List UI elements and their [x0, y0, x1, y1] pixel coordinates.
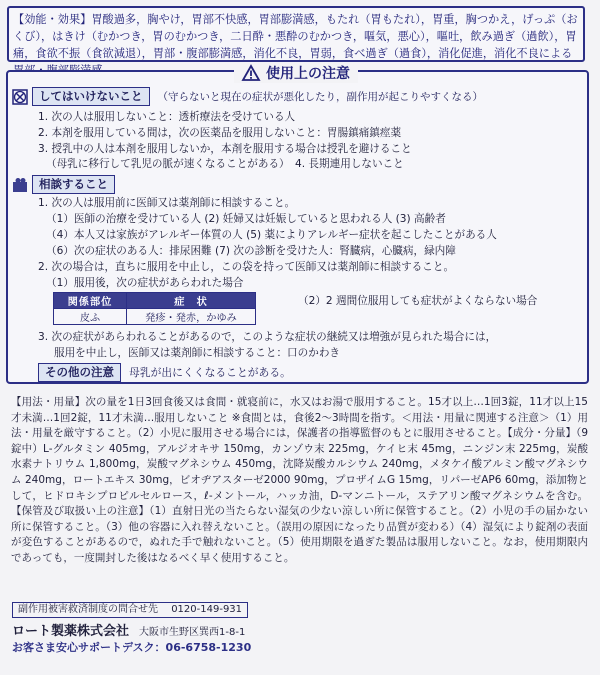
other-section-header	[38, 363, 291, 382]
table-cell: 発疹・発赤，かゆみ	[127, 309, 256, 325]
relief-label: 副作用被害救済制度の問合せ先	[18, 604, 158, 615]
manufacturer	[12, 620, 245, 639]
dont-line: 2. 本剤を服用している間は，次の医薬品を服用しないこと：胃腸鎮痛鎮痙薬	[38, 127, 402, 139]
maker-address: 大阪市生野区巽西1-8-1	[139, 627, 246, 638]
usage-and-ingredients	[11, 395, 588, 567]
precautions-title	[234, 63, 358, 83]
prohibited-icon	[12, 89, 28, 105]
consult-line: （1）服用後，次の症状があらわれた場合	[46, 277, 244, 289]
table-header: 関係部位	[54, 293, 127, 309]
precautions-box	[6, 66, 589, 384]
maker-name: ロート製薬株式会社	[12, 624, 130, 639]
dont-note: （守らないと現在の症状が悪化したり，副作用が起こりやすくなる）	[157, 91, 483, 103]
table-cell: 皮ふ	[54, 309, 127, 325]
dont-line: 1. 次の人は服用しないこと：透析療法を受けている人	[38, 111, 296, 123]
consult-line: （1）医師の治療を受けている人 (2) 妊婦又は妊娠していると思われる人 (3) 高齢者	[46, 213, 446, 225]
relief-phone: 0120-149-931	[171, 604, 243, 615]
dont-line: （母乳に移行して乳児の脈が速くなることがある） 4. 長期連用しないこと	[46, 158, 404, 170]
dont-section-header	[12, 87, 483, 106]
other-text: 母乳が出にくくなることがある。	[129, 366, 291, 379]
consult-line: 2. 次の場合は，直ちに服用を中止し，この袋を持って医師又は薬剤師に相談すること。	[38, 261, 455, 273]
efficacy-box	[7, 6, 585, 62]
consult-line: （6）次の症状のある人：排尿困難 (7) 次の診断を受けた人：腎臓病，心臓病，緑内障	[46, 245, 456, 257]
usage-text: 【用法・用量】次の量を1日3回食後又は食間・就寝前に，水又はお湯で服用すること。15才以上…1回3錠，11才以上15才未満…1回2錠，11才未満…服用しないこと ※食間とは，食後2〜3時間を指す。＜用法・用量に関連する注意＞（1）用法・用量を厳守すること。（2）小児に服用させる場合には，保護者の指導監督のもとに服用させること。【成分・分量】（9錠中）L-グルタミン 405mg，アルジオキサ 150mg，カンゾウ末 225mg，ケイヒ末 45mg，ニンジン末 225mg，炭酸水素ナトリウム 1,800mg，炭酸マグネシウム 450mg，沈降炭酸カルシウム 240mg，メタケイ酸アルミン酸マグネシウム 240mg，ロートエキス 30mg，ビオヂアスターゼ2000 90mg，プロザイムG 15mg，リパーゼAP6 60mg，添加物として，ヒドロキシプロピルセルロース，ℓ-メントール，ハッカ油，D-マンニトール，ステアリン酸マグネシウムを含む。【保管及び取扱い上の注意】（1）直射日光の当たらない湿気の少ない涼しい所に保管すること。（2）小児の手の届かない所に保管すること。（3）他の容器に入れ替えないこと。（誤用の原因になったり品質が変わる）（4）湿気により錠剤の表面が変色することがあるので，ぬれた手で触れないこと。（5）使用期限を過ぎた製品は服用しないこと。なお，使用期限内であっても，一度開封した後はなるべく早く使用すること。	[11, 396, 588, 564]
consult-line: 3. 次の症状があらわれることがあるので，このような症状の継続又は増強が見られた場合には，	[38, 331, 497, 343]
dont-line: 3. 授乳中の人は本剤を服用しないか，本剤を服用する場合は授乳を避けること	[38, 143, 412, 155]
consult-line: （2）2 週間位服用しても症状がよくならない場合	[298, 295, 538, 307]
consult-line: 1. 次の人は服用前に医師又は薬剤師に相談すること。	[38, 197, 296, 209]
symptom-table	[53, 292, 256, 325]
consult-line: 服用を中止し，医師又は薬剤師に相談すること：口のかわき	[54, 347, 341, 359]
efficacy-text: 【効能・効果】胃酸過多，胸やけ，胃部不快感，胃部膨満感，もたれ（胃もたれ），胃重，胸つかえ，げっぷ（おくび），はきけ（むかつき，胃のむかつき，二日酔・悪酔のむかつき，嘔気，悪心），嘔吐，飲み過ぎ（過飲），胃痛，食欲不振（食欲減退），胃部・腹部膨満感，消化不良，胃弱，食べ過ぎ（過食），消化促進，消化不良による	[13, 13, 578, 60]
warning-icon	[242, 65, 260, 81]
consult-section-header	[12, 175, 115, 194]
other-label: その他の注意	[38, 363, 121, 382]
relief-contact	[12, 602, 248, 618]
consult-line: （4）本人又は家族がアレルギー体質の人 (5) 薬によりアレルギー症状を起こしたことがある人	[46, 229, 497, 241]
consult-icon	[12, 177, 28, 193]
consult-label: 相談すること	[32, 175, 115, 194]
dont-label: してはいけないこと	[32, 87, 150, 106]
precautions-title-text: 使用上の注意	[266, 66, 350, 82]
support-desk: お客さま安心サポートデスク：06-6758-1230	[12, 641, 252, 654]
table-header: 症 状	[127, 293, 256, 309]
